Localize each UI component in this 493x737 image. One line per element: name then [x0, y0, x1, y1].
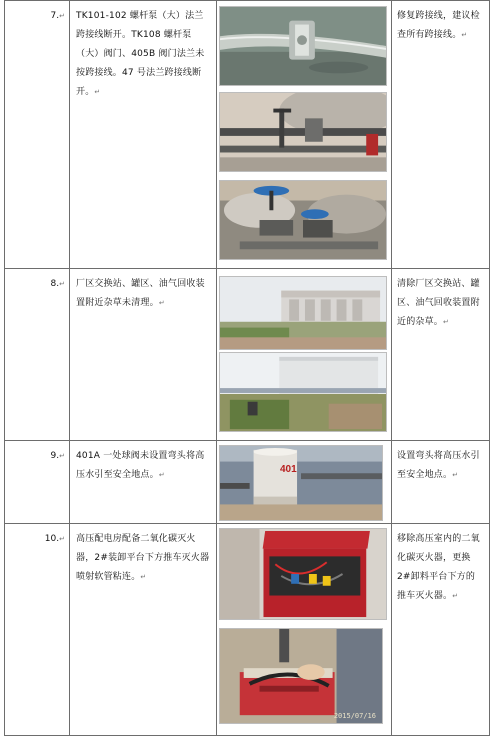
row-7-number: 7.	[50, 11, 60, 21]
row-7-measure-cell: 修复跨接线，建议检查所有跨接线。↵	[391, 0, 490, 269]
pipe-valves-photo	[219, 92, 387, 172]
row-10-measure: 移除高压室内的二氧化碳灭火器，更换 2#卸料平台下方的推车灭火器。	[397, 534, 480, 601]
row-9-description: 401A 一处球阀未设置弯头将高压水引至安全地点。	[76, 451, 205, 480]
row-8-description-cell: 厂区交换站、罐区、油气回收装置附近杂草未清理。↵	[69, 268, 217, 441]
tank-farm-photo	[219, 352, 387, 432]
blue-valve-photo	[219, 180, 387, 260]
row-10-number-cell: 10.↵	[4, 523, 70, 736]
tank-number-label: 401	[280, 464, 297, 475]
row-8-number-cell: 8.↵	[4, 268, 70, 441]
flange-photo	[219, 6, 387, 86]
row-9-number-cell: 9.↵	[4, 440, 70, 524]
row-8-measure-cell: 清除厂区交换站、罐区、油气回收装置附近的杂草。↵	[391, 268, 490, 441]
row-7-description-cell: TK101-102 螺杆泵（大）法兰跨接线断开。TK108 螺杆泵（大）阀门、405B 阀门法兰未按跨接线。47 号法兰跨接线断开。↵	[69, 0, 217, 269]
row-8-measure: 清除厂区交换站、罐区、油气回收装置附近的杂草。	[397, 279, 480, 327]
row-8-number: 8.	[50, 279, 60, 289]
row-9-description-cell: 401A 一处球阀未设置弯头将高压水引至安全地点。↵	[69, 440, 217, 524]
row-10-description: 高压配电房配备二氧化碳灭火器，2#装卸平台下方推车灭火器喷射软管粘连。	[76, 534, 210, 582]
photo-timestamp: 2015/07/16	[333, 712, 376, 720]
cart-extinguisher-hose-photo	[219, 628, 383, 724]
exchange-station-photo	[219, 276, 387, 350]
row-9-number: 9.	[50, 451, 60, 461]
row-8-description: 厂区交换站、罐区、油气回收装置附近杂草未清理。	[76, 279, 205, 308]
co2-extinguisher-box-photo	[219, 528, 387, 620]
row-10-measure-cell: 移除高压室内的二氧化碳灭火器，更换 2#卸料平台下方的推车灭火器。↵	[391, 523, 490, 736]
row-7-measure: 修复跨接线，建议检查所有跨接线。	[397, 11, 480, 40]
row-9-measure: 设置弯头将高压水引至安全地点。	[397, 451, 480, 480]
tank-401-valve-photo	[219, 445, 383, 521]
row-7-description: TK101-102 螺杆泵（大）法兰跨接线断开。TK108 螺杆泵（大）阀门、405B 阀门法兰未按跨接线。47 号法兰跨接线断开。	[76, 11, 205, 97]
row-10-description-cell: 高压配电房配备二氧化碳灭火器，2#装卸平台下方推车灭火器喷射软管粘连。↵	[69, 523, 217, 736]
row-7-number-cell: 7.↵	[4, 0, 70, 269]
row-9-measure-cell: 设置弯头将高压水引至安全地点。↵	[391, 440, 490, 524]
row-10-number: 10.	[44, 534, 60, 544]
